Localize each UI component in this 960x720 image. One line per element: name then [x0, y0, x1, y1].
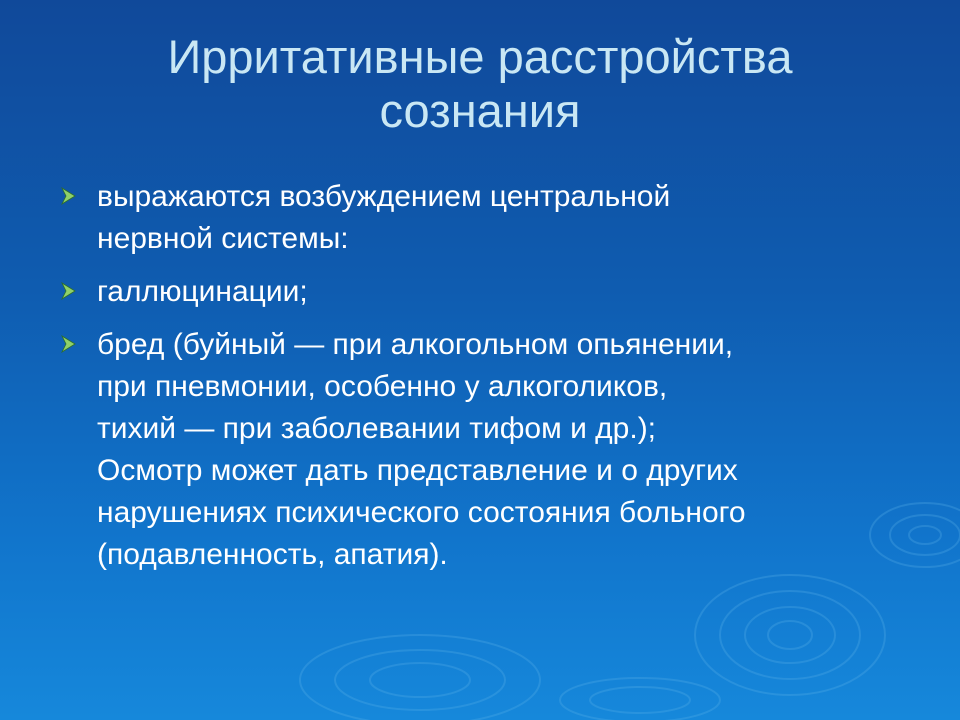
bullet-item: [58, 324, 918, 576]
bullet-item: [58, 176, 918, 260]
bullet-text-line: при пневмонии, особенно у алкоголиков,: [97, 370, 668, 403]
slide-title: [40, 30, 920, 138]
bullet-text-line: выражаются возбуждением центральной: [97, 180, 671, 213]
slide-title-line: сознания: [379, 84, 581, 137]
bullet-item: [58, 271, 918, 313]
bullet-list: [58, 176, 918, 587]
bullet-text-line: бред (буйный — при алкогольном опьянении,: [97, 328, 734, 361]
bullet-text-line: тихий — при заболевании тифом и др.);: [97, 412, 657, 445]
chevron-right-icon: [60, 187, 78, 205]
chevron-right-icon: [60, 335, 78, 353]
slide-title-line: Ирритативные расстройства: [167, 30, 793, 83]
chevron-right-icon: [60, 282, 78, 300]
bullet-text-line: Осмотр может дать представление и о других: [97, 454, 738, 487]
bullet-text-line: галлюцинации;: [97, 275, 308, 308]
bullet-text-line: (подавленность, апатия).: [97, 538, 448, 571]
bullet-text-line: нервной системы:: [97, 222, 349, 255]
bullet-text-line: нарушениях психического состояния больного: [97, 496, 746, 529]
